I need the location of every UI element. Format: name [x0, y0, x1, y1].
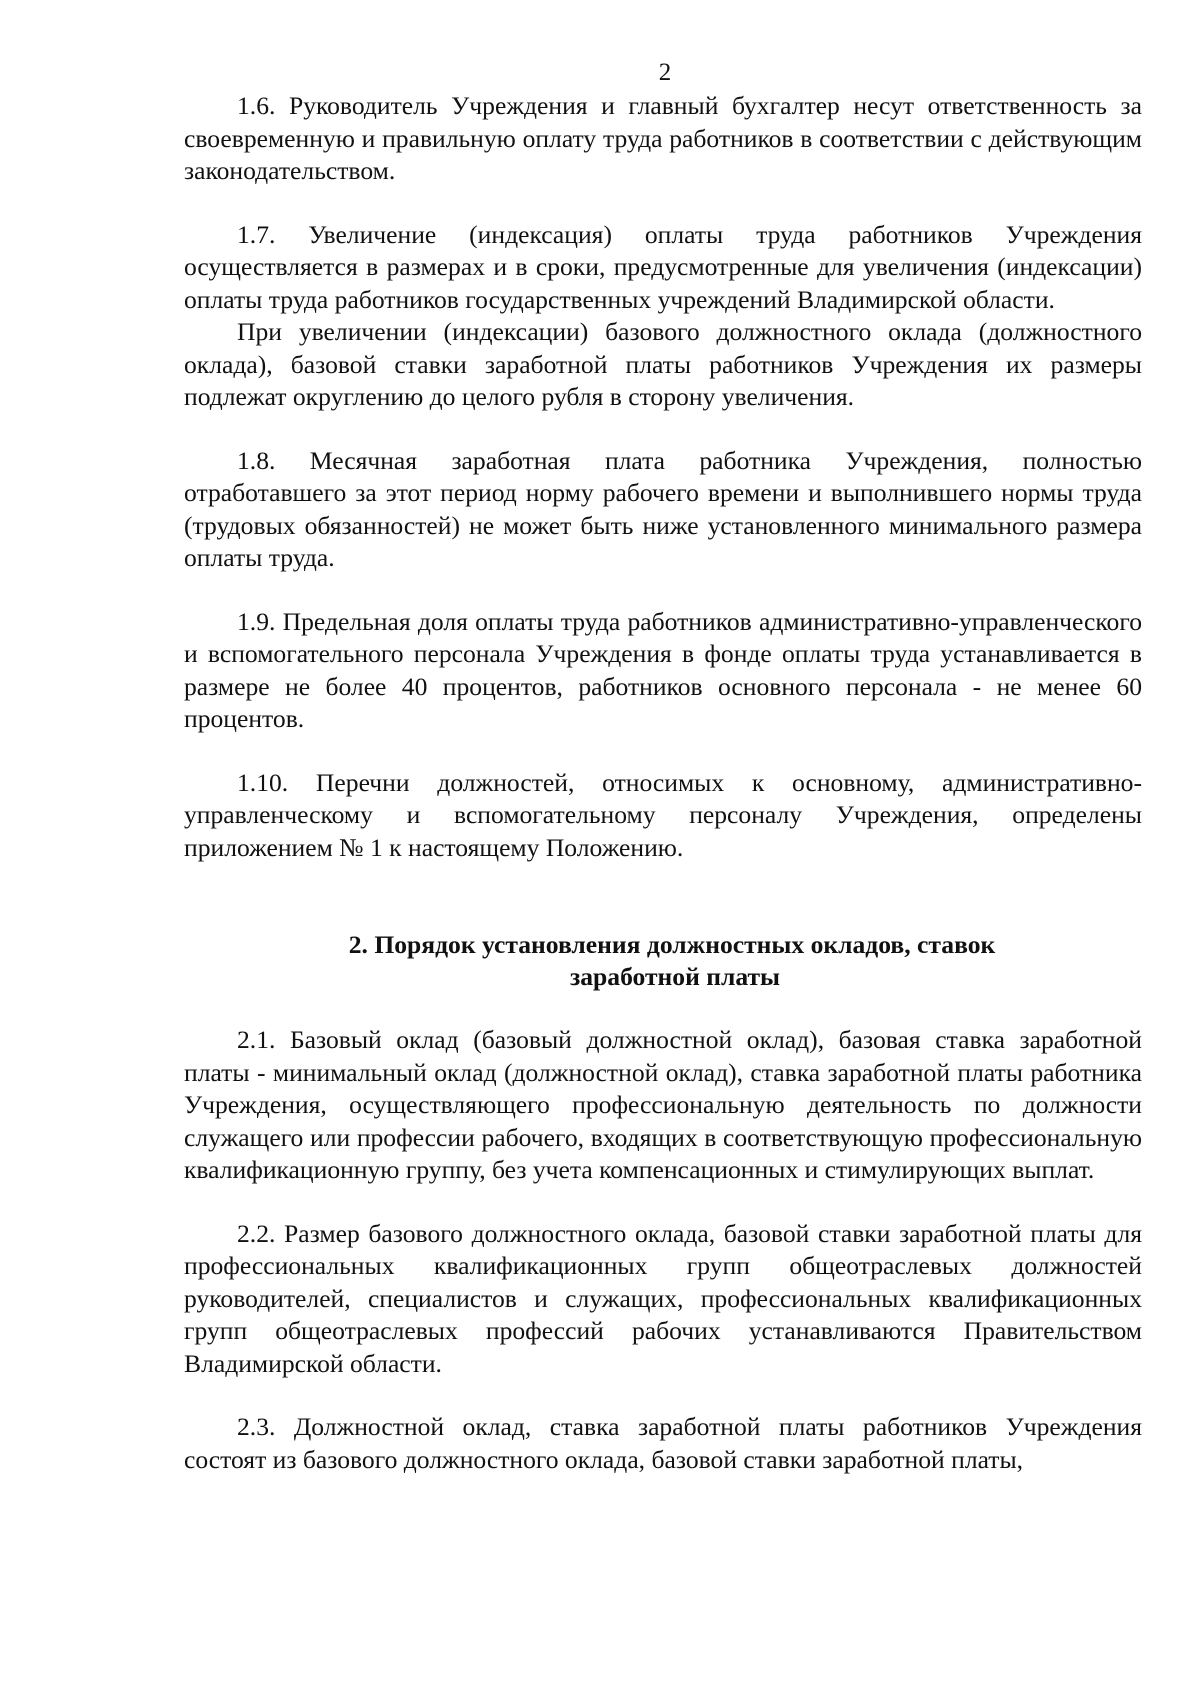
paragraph-1-6: 1.6. Руководитель Учреждения и главный бухгалтер несут ответственность за своевременную и правильную оплату труда работников в соответствии с действующим законодательством. — [184, 91, 1142, 185]
section-2-heading — [184, 929, 1142, 993]
paragraph-1-8: 1.8. Месячная заработная плата работника Учреждения, полностью отработавшего за этот период норму рабочего времени и выполнившего нормы труда (трудовых обязанностей) не может быть ниже установленного минимального размера оплаты труда. — [184, 445, 1142, 572]
paragraph-2-1: 2.1. Базовый оклад (базовый должностной оклад), базовая ставка заработной платы - минимальный оклад (должностной оклад), ставка заработной платы работника Учреждения, осуществляющего профессиональную деятельность по должности служащего или профессии рабочего, входящих в соответствующую профессиональную квалификационную группу, без учета компенсационных и стимулирующих выплат. — [184, 1025, 1142, 1184]
paragraph-1-7: 1.7. Увеличение (индексация) оплаты труда работников Учреждения осуществляется в размерах и в сроки, предусмотренные для увеличения (индексации) оплаты труда работников государственных учреждений Владимирской области. — [184, 219, 1142, 314]
paragraph-1-10: 1.10. Перечни должностей, относимых к основному, административно-управленческому и вспомогательному персоналу Учреждения, определены приложением № 1 к настоящему Положению. — [184, 767, 1142, 862]
document-body — [184, 90, 1142, 1476]
paragraph-2-2: 2.2. Размер базового должностного оклада, базовой ставки заработной платы для профессиональных квалификационных групп общеотраслевых должностей руководителей, специалистов и служащих, профессиональных квалификационных групп общеотраслевых профессий рабочих устанавливаются Правительством Владимирской области. — [184, 1218, 1142, 1378]
paragraph-2-3: 2.3. Должностной оклад, ставка заработной платы работников Учреждения состоят из базового должностного оклада, базовой ставки заработной платы, — [184, 1412, 1142, 1474]
section-2-heading-line1: 2. Порядок установления должностных окладов, ставок — [348, 930, 996, 959]
paragraph-1-9: 1.9. Предельная доля оплаты труда работников административно-управленческого и вспомогательного персонала Учреждения в фонде оплаты труда устанавливается в размере не более 40 процентов, работников основного персонала - не менее 60 процентов. — [184, 606, 1142, 733]
page-number: 2 — [658, 59, 672, 86]
paragraph-1-7-continued: При увеличении (индексации) базового должностного оклада (должностного оклада), базовой ставки заработной платы работников Учреждения их размеры подлежат округлению до целого рубля в сторону увеличения. — [184, 317, 1142, 411]
section-2-heading-line2: заработной платы — [569, 962, 781, 991]
